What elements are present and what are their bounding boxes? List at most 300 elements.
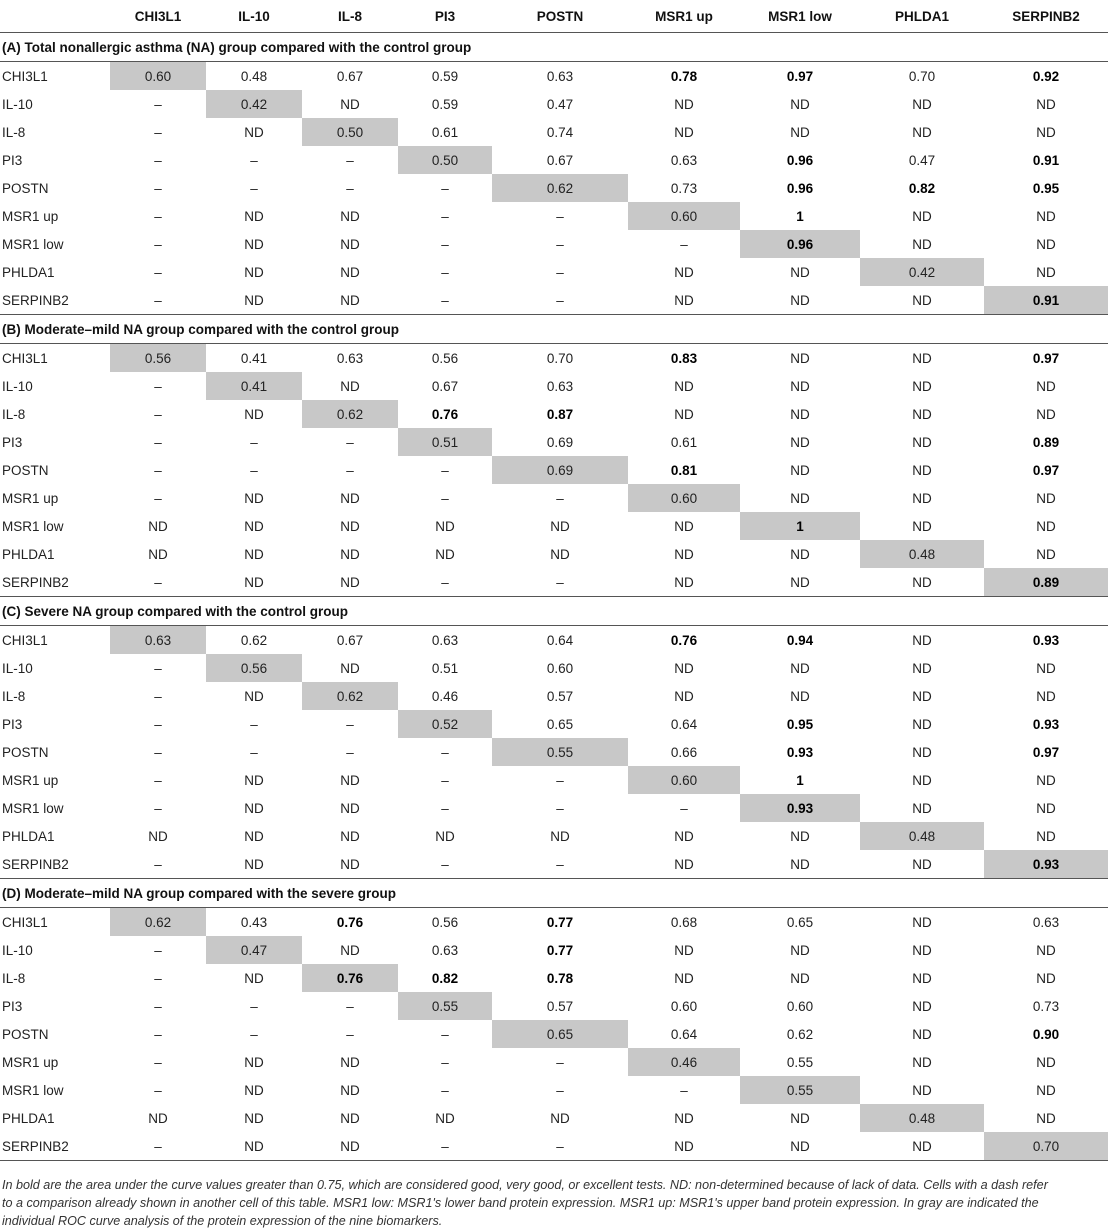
value-cell: 1 xyxy=(796,772,804,788)
value-cell: – xyxy=(154,152,162,168)
value-cell: 0.64 xyxy=(670,1026,698,1042)
diagonal-cell: 0.65 xyxy=(492,1020,628,1048)
diagonal-cell: 0.42 xyxy=(206,90,302,118)
value-cell: – xyxy=(441,574,449,590)
value-cell: – xyxy=(154,96,162,112)
value-cell: – xyxy=(556,208,564,224)
value-cell: – xyxy=(154,660,162,676)
table-row xyxy=(0,822,1108,850)
value-cell: – xyxy=(110,1132,206,1161)
value-cell: ND xyxy=(912,688,932,704)
value-cell: ND xyxy=(1036,378,1056,394)
value-cell: – xyxy=(556,856,564,872)
value-cell: 0.63 xyxy=(336,350,364,366)
value-cell: ND xyxy=(912,518,932,534)
value-cell: ND xyxy=(790,124,810,140)
value-cell: – xyxy=(154,998,162,1014)
value-cell: ND xyxy=(340,264,360,280)
value-cell: 0.77 xyxy=(546,914,574,930)
value-cell: 0.94 xyxy=(786,632,814,648)
row-label: CHI3L1 xyxy=(2,914,48,930)
value-cell: ND xyxy=(912,772,932,788)
value-cell: ND xyxy=(340,96,360,112)
value-cell: ND xyxy=(912,970,932,986)
value-cell: – xyxy=(556,772,564,788)
row-label: PHLDA1 xyxy=(2,264,55,280)
value-cell: 0.41 xyxy=(240,350,268,366)
value-cell: ND xyxy=(1036,800,1056,816)
diagonal-cell: 0.93 xyxy=(740,794,860,822)
diagonal-cell: 0.55 xyxy=(740,1076,860,1104)
value-cell: 0.43 xyxy=(240,914,268,930)
diagonal-cell: 0.41 xyxy=(206,372,302,400)
value-cell: – xyxy=(398,1132,492,1161)
table-body xyxy=(0,33,1108,1161)
table-row xyxy=(0,202,1108,230)
value-cell: ND xyxy=(790,574,810,590)
section-header-row xyxy=(0,315,1108,344)
value-cell: – xyxy=(154,208,162,224)
value-cell: ND xyxy=(790,970,810,986)
value-cell: – xyxy=(250,152,258,168)
table-row xyxy=(0,626,1108,655)
value-cell: 0.78 xyxy=(670,68,698,84)
value-cell: – xyxy=(346,716,354,732)
row-label: SERPINB2 xyxy=(0,1132,110,1161)
value-cell: ND xyxy=(244,208,264,224)
value-cell: ND xyxy=(790,546,810,562)
value-cell: 0.62 xyxy=(240,632,268,648)
value-cell: ND xyxy=(912,236,932,252)
value-cell: ND xyxy=(340,546,360,562)
table-row xyxy=(0,936,1108,964)
table-row xyxy=(0,964,1108,992)
diagonal-cell: 0.70 xyxy=(984,1132,1108,1161)
row-label: SERPINB2 xyxy=(2,856,69,872)
value-cell: ND xyxy=(244,1082,264,1098)
row-label: IL-10 xyxy=(2,96,33,112)
value-cell: ND xyxy=(550,546,570,562)
section-header-row xyxy=(0,33,1108,62)
value-cell: – xyxy=(346,434,354,450)
row-label: MSR1 low xyxy=(2,1082,64,1098)
diagonal-cell: 0.60 xyxy=(628,202,740,230)
value-cell: 0.47 xyxy=(546,96,574,112)
value-cell: ND xyxy=(244,856,264,872)
value-cell: ND xyxy=(912,124,932,140)
row-label: PHLDA1 xyxy=(2,546,55,562)
value-cell: – xyxy=(154,1082,162,1098)
value-cell: ND xyxy=(674,292,694,308)
value-cell: ND xyxy=(302,1132,398,1161)
value-cell: ND xyxy=(244,406,264,422)
table-row xyxy=(0,118,1108,146)
value-cell: 0.87 xyxy=(546,406,574,422)
value-cell: ND xyxy=(674,970,694,986)
section-header-row xyxy=(0,597,1108,626)
value-cell: ND xyxy=(790,292,810,308)
value-cell: ND xyxy=(435,518,455,534)
value-cell: ND xyxy=(340,1082,360,1098)
value-cell: 0.89 xyxy=(1032,434,1060,450)
value-cell: – xyxy=(250,998,258,1014)
diagonal-cell: 0.91 xyxy=(984,286,1108,315)
row-label: POSTN xyxy=(2,1026,49,1042)
value-cell: 0.78 xyxy=(546,970,574,986)
value-cell: – xyxy=(346,180,354,196)
value-cell: ND xyxy=(148,828,168,844)
table-row xyxy=(0,568,1108,597)
value-cell: ND xyxy=(244,1054,264,1070)
value-cell: ND xyxy=(435,828,455,844)
header-msr1-low: MSR1 low xyxy=(768,8,832,24)
value-cell: – xyxy=(154,772,162,788)
diagonal-cell: 0.63 xyxy=(110,626,206,655)
value-cell: – xyxy=(154,942,162,958)
value-cell: 0.67 xyxy=(336,632,364,648)
value-cell: – xyxy=(441,462,449,478)
diagonal-cell: 0.62 xyxy=(492,174,628,202)
value-cell: ND xyxy=(340,518,360,534)
value-cell: ND xyxy=(790,462,810,478)
value-cell: – xyxy=(441,236,449,252)
diagonal-cell: 0.60 xyxy=(110,62,206,91)
value-cell: ND xyxy=(912,856,932,872)
value-cell: ND xyxy=(790,378,810,394)
value-cell: ND xyxy=(550,1110,570,1126)
value-cell: 0.67 xyxy=(336,68,364,84)
diagonal-cell: 1 xyxy=(740,512,860,540)
value-cell: ND xyxy=(790,688,810,704)
value-cell: 0.56 xyxy=(431,350,459,366)
value-cell: 0.76 xyxy=(431,406,459,422)
value-cell: – xyxy=(250,180,258,196)
value-cell: – xyxy=(346,1026,354,1042)
value-cell: 0.60 xyxy=(546,660,574,676)
value-cell: 1 xyxy=(796,208,804,224)
value-cell: 0.61 xyxy=(670,434,698,450)
row-label: PI3 xyxy=(2,998,23,1014)
value-cell: ND xyxy=(912,574,932,590)
value-cell: ND xyxy=(1036,518,1056,534)
value-cell: 0.76 xyxy=(336,914,364,930)
value-cell: – xyxy=(154,1026,162,1042)
value-cell: ND xyxy=(244,574,264,590)
value-cell: 0.60 xyxy=(670,998,698,1014)
diagonal-cell: 0.48 xyxy=(860,1104,984,1132)
row-label: IL-10 xyxy=(2,942,33,958)
table-row xyxy=(0,654,1108,682)
value-cell: – xyxy=(154,716,162,732)
row-label: MSR1 up xyxy=(2,208,59,224)
table-row xyxy=(0,1020,1108,1048)
table-row xyxy=(0,428,1108,456)
header-corner xyxy=(0,0,110,33)
value-cell: – xyxy=(154,264,162,280)
value-cell: ND xyxy=(790,490,810,506)
diagonal-cell: 0.55 xyxy=(492,738,628,766)
table-footnote: In bold are the area under the curve values greater than 0.75, which are considered good, very good, or excellent tests. ND: non-determined because of lack of data. Cells with a dash refer to a comparison already shown in another cell of this table. MSR1 low: MSR1's lower band protein expression. MSR1 up: MSR1's upper band protein expression. In gray are indicated the individual ROC curve analysis of the protein expression of the nine biomarkers. xyxy=(2,1178,1048,1228)
diagonal-cell: 0.42 xyxy=(860,258,984,286)
row-label: IL-8 xyxy=(2,124,26,140)
value-cell: 0.70 xyxy=(908,68,936,84)
value-cell: ND xyxy=(912,716,932,732)
value-cell: – xyxy=(556,236,564,252)
value-cell: – xyxy=(556,574,564,590)
value-cell: – xyxy=(154,462,162,478)
diagonal-cell: 0.48 xyxy=(860,540,984,568)
table-row xyxy=(0,682,1108,710)
table-row xyxy=(0,174,1108,202)
value-cell: ND xyxy=(790,856,810,872)
value-cell: ND xyxy=(244,490,264,506)
value-cell: ND xyxy=(674,660,694,676)
table-row xyxy=(0,1048,1108,1076)
value-cell: ND xyxy=(912,914,932,930)
value-cell: ND xyxy=(790,96,810,112)
value-cell: ND xyxy=(244,772,264,788)
value-cell: 0.93 xyxy=(1032,632,1060,648)
value-cell: ND xyxy=(674,942,694,958)
value-cell: – xyxy=(441,800,449,816)
value-cell: ND xyxy=(1036,406,1056,422)
value-cell: ND xyxy=(1036,264,1056,280)
section-title: (B) Moderate–mild NA group compared with the control group xyxy=(0,315,1108,344)
value-cell: ND xyxy=(340,828,360,844)
value-cell: ND xyxy=(674,96,694,112)
header-phlda1: PHLDA1 xyxy=(894,8,949,24)
value-cell: – xyxy=(154,1054,162,1070)
row-label: SERPINB2 xyxy=(2,574,69,590)
row-label: POSTN xyxy=(2,180,49,196)
value-cell: ND xyxy=(148,546,168,562)
diagonal-cell: 0.62 xyxy=(110,908,206,937)
value-cell: 0.83 xyxy=(670,350,698,366)
value-cell: – xyxy=(154,800,162,816)
value-cell: 0.97 xyxy=(1032,462,1060,478)
value-cell: 0.69 xyxy=(546,434,574,450)
value-cell: – xyxy=(441,180,449,196)
value-cell: 0.48 xyxy=(240,68,268,84)
value-cell: 0.62 xyxy=(786,1026,814,1042)
value-cell: – xyxy=(154,490,162,506)
value-cell: ND xyxy=(790,434,810,450)
value-cell: ND xyxy=(1036,772,1056,788)
value-cell: – xyxy=(154,406,162,422)
value-cell: ND xyxy=(674,688,694,704)
diagonal-cell: 0.50 xyxy=(302,118,398,146)
diagonal-cell: 0.56 xyxy=(110,344,206,373)
value-cell: 0.81 xyxy=(670,462,698,478)
value-cell: ND xyxy=(340,772,360,788)
value-cell: – xyxy=(346,462,354,478)
value-cell: ND xyxy=(912,800,932,816)
value-cell: – xyxy=(441,208,449,224)
value-cell: ND xyxy=(912,462,932,478)
table-row xyxy=(0,456,1108,484)
value-cell: – xyxy=(441,1054,449,1070)
table-row xyxy=(0,484,1108,512)
value-cell: 0.96 xyxy=(786,152,814,168)
value-cell: 0.63 xyxy=(431,632,459,648)
table-row xyxy=(0,1104,1108,1132)
value-cell: ND xyxy=(1036,236,1056,252)
value-cell: 0.76 xyxy=(670,632,698,648)
value-cell: – xyxy=(556,1054,564,1070)
value-cell: 0.97 xyxy=(1032,350,1060,366)
value-cell: 0.57 xyxy=(546,688,574,704)
row-label: IL-10 xyxy=(2,660,33,676)
value-cell: ND xyxy=(340,574,360,590)
value-cell: – xyxy=(441,772,449,788)
value-cell: – xyxy=(154,236,162,252)
value-cell: 0.96 xyxy=(786,180,814,196)
value-cell: ND xyxy=(912,998,932,1014)
value-cell: ND xyxy=(912,96,932,112)
value-cell: ND xyxy=(1036,490,1056,506)
row-label: CHI3L1 xyxy=(2,68,48,84)
value-cell: ND xyxy=(244,970,264,986)
row-label: PHLDA1 xyxy=(2,828,55,844)
diagonal-cell: 0.62 xyxy=(302,400,398,428)
value-cell: – xyxy=(441,856,449,872)
value-cell: ND xyxy=(912,942,932,958)
value-cell: 0.46 xyxy=(431,688,459,704)
value-cell: ND xyxy=(790,350,810,366)
value-cell: – xyxy=(680,800,688,816)
table-row xyxy=(0,794,1108,822)
value-cell: – xyxy=(154,744,162,760)
value-cell: ND xyxy=(244,828,264,844)
value-cell: ND xyxy=(912,434,932,450)
value-cell: 0.63 xyxy=(546,378,574,394)
value-cell: ND xyxy=(244,124,264,140)
row-label: MSR1 up xyxy=(2,490,59,506)
value-cell: 0.97 xyxy=(786,68,814,84)
value-cell: ND xyxy=(340,292,360,308)
table-row xyxy=(0,1132,1108,1161)
diagonal-cell: 0.52 xyxy=(398,710,492,738)
table-row xyxy=(0,850,1108,879)
value-cell: 0.67 xyxy=(431,378,459,394)
row-label: PI3 xyxy=(2,716,23,732)
value-cell: ND xyxy=(674,574,694,590)
diagonal-cell: 0.56 xyxy=(206,654,302,682)
value-cell: 0.63 xyxy=(546,68,574,84)
value-cell: 0.95 xyxy=(786,716,814,732)
value-cell: 0.74 xyxy=(546,124,574,140)
value-cell: 0.67 xyxy=(546,152,574,168)
diagonal-cell: 0.93 xyxy=(984,850,1108,879)
value-cell: – xyxy=(154,292,162,308)
value-cell: – xyxy=(556,1082,564,1098)
value-cell: ND xyxy=(790,1110,810,1126)
row-label: PHLDA1 xyxy=(2,1110,55,1126)
value-cell: ND xyxy=(1036,970,1056,986)
value-cell: ND xyxy=(674,378,694,394)
value-cell: 0.93 xyxy=(1032,716,1060,732)
row-label: IL-8 xyxy=(2,406,26,422)
header-il8: IL-8 xyxy=(337,8,362,24)
value-cell: ND xyxy=(244,236,264,252)
table-row xyxy=(0,1076,1108,1104)
header-postn: POSTN xyxy=(536,8,584,24)
value-cell: ND xyxy=(550,828,570,844)
value-cell: ND xyxy=(674,1110,694,1126)
value-cell: – xyxy=(346,998,354,1014)
value-cell: ND xyxy=(674,518,694,534)
value-cell: 0.59 xyxy=(431,96,459,112)
value-cell: – xyxy=(680,236,688,252)
value-cell: – xyxy=(441,1026,449,1042)
value-cell: ND xyxy=(912,406,932,422)
table-row xyxy=(0,738,1108,766)
value-cell: ND xyxy=(674,406,694,422)
header-row xyxy=(0,0,1108,33)
value-cell: – xyxy=(154,434,162,450)
section-header-row xyxy=(0,879,1108,908)
row-label: CHI3L1 xyxy=(2,632,48,648)
section-title: (C) Severe NA group compared with the control group xyxy=(0,597,1108,626)
value-cell: 0.61 xyxy=(431,124,459,140)
value-cell: ND xyxy=(860,1132,984,1161)
header-pi3: PI3 xyxy=(434,8,456,24)
value-cell: ND xyxy=(435,1110,455,1126)
value-cell: 0.64 xyxy=(546,632,574,648)
row-label: MSR1 up xyxy=(2,1054,59,1070)
value-cell: – xyxy=(441,292,449,308)
value-cell: 0.56 xyxy=(431,914,459,930)
value-cell: – xyxy=(556,264,564,280)
row-label: PI3 xyxy=(2,434,23,450)
value-cell: 0.51 xyxy=(431,660,459,676)
value-cell: ND xyxy=(340,236,360,252)
value-cell: – xyxy=(346,152,354,168)
value-cell: ND xyxy=(340,1054,360,1070)
row-label: MSR1 low xyxy=(2,800,64,816)
value-cell: 0.66 xyxy=(670,744,698,760)
value-cell: ND xyxy=(340,490,360,506)
value-cell: ND xyxy=(340,1110,360,1126)
value-cell: 0.95 xyxy=(1032,180,1060,196)
value-cell: 0.65 xyxy=(546,716,574,732)
row-label: PI3 xyxy=(2,152,23,168)
value-cell: ND xyxy=(1036,1054,1056,1070)
value-cell: ND xyxy=(340,942,360,958)
value-cell: ND xyxy=(1036,96,1056,112)
value-cell: 0.77 xyxy=(546,942,574,958)
value-cell: ND xyxy=(340,660,360,676)
value-cell: – xyxy=(250,434,258,450)
value-cell: – xyxy=(154,378,162,394)
row-label: MSR1 low xyxy=(2,518,64,534)
value-cell: 0.55 xyxy=(786,1054,814,1070)
value-cell: 0.65 xyxy=(786,914,814,930)
diagonal-cell: 0.96 xyxy=(740,230,860,258)
row-label: SERPINB2 xyxy=(2,292,69,308)
value-cell: ND xyxy=(790,264,810,280)
table-row xyxy=(0,258,1108,286)
row-label: IL-8 xyxy=(2,970,26,986)
table-row xyxy=(0,540,1108,568)
table-row xyxy=(0,992,1108,1020)
value-cell: ND xyxy=(244,292,264,308)
row-label: IL-10 xyxy=(2,378,33,394)
value-cell: ND xyxy=(912,208,932,224)
row-label: MSR1 low xyxy=(2,236,64,252)
diagonal-cell: 0.60 xyxy=(628,484,740,512)
value-cell: ND xyxy=(912,378,932,394)
